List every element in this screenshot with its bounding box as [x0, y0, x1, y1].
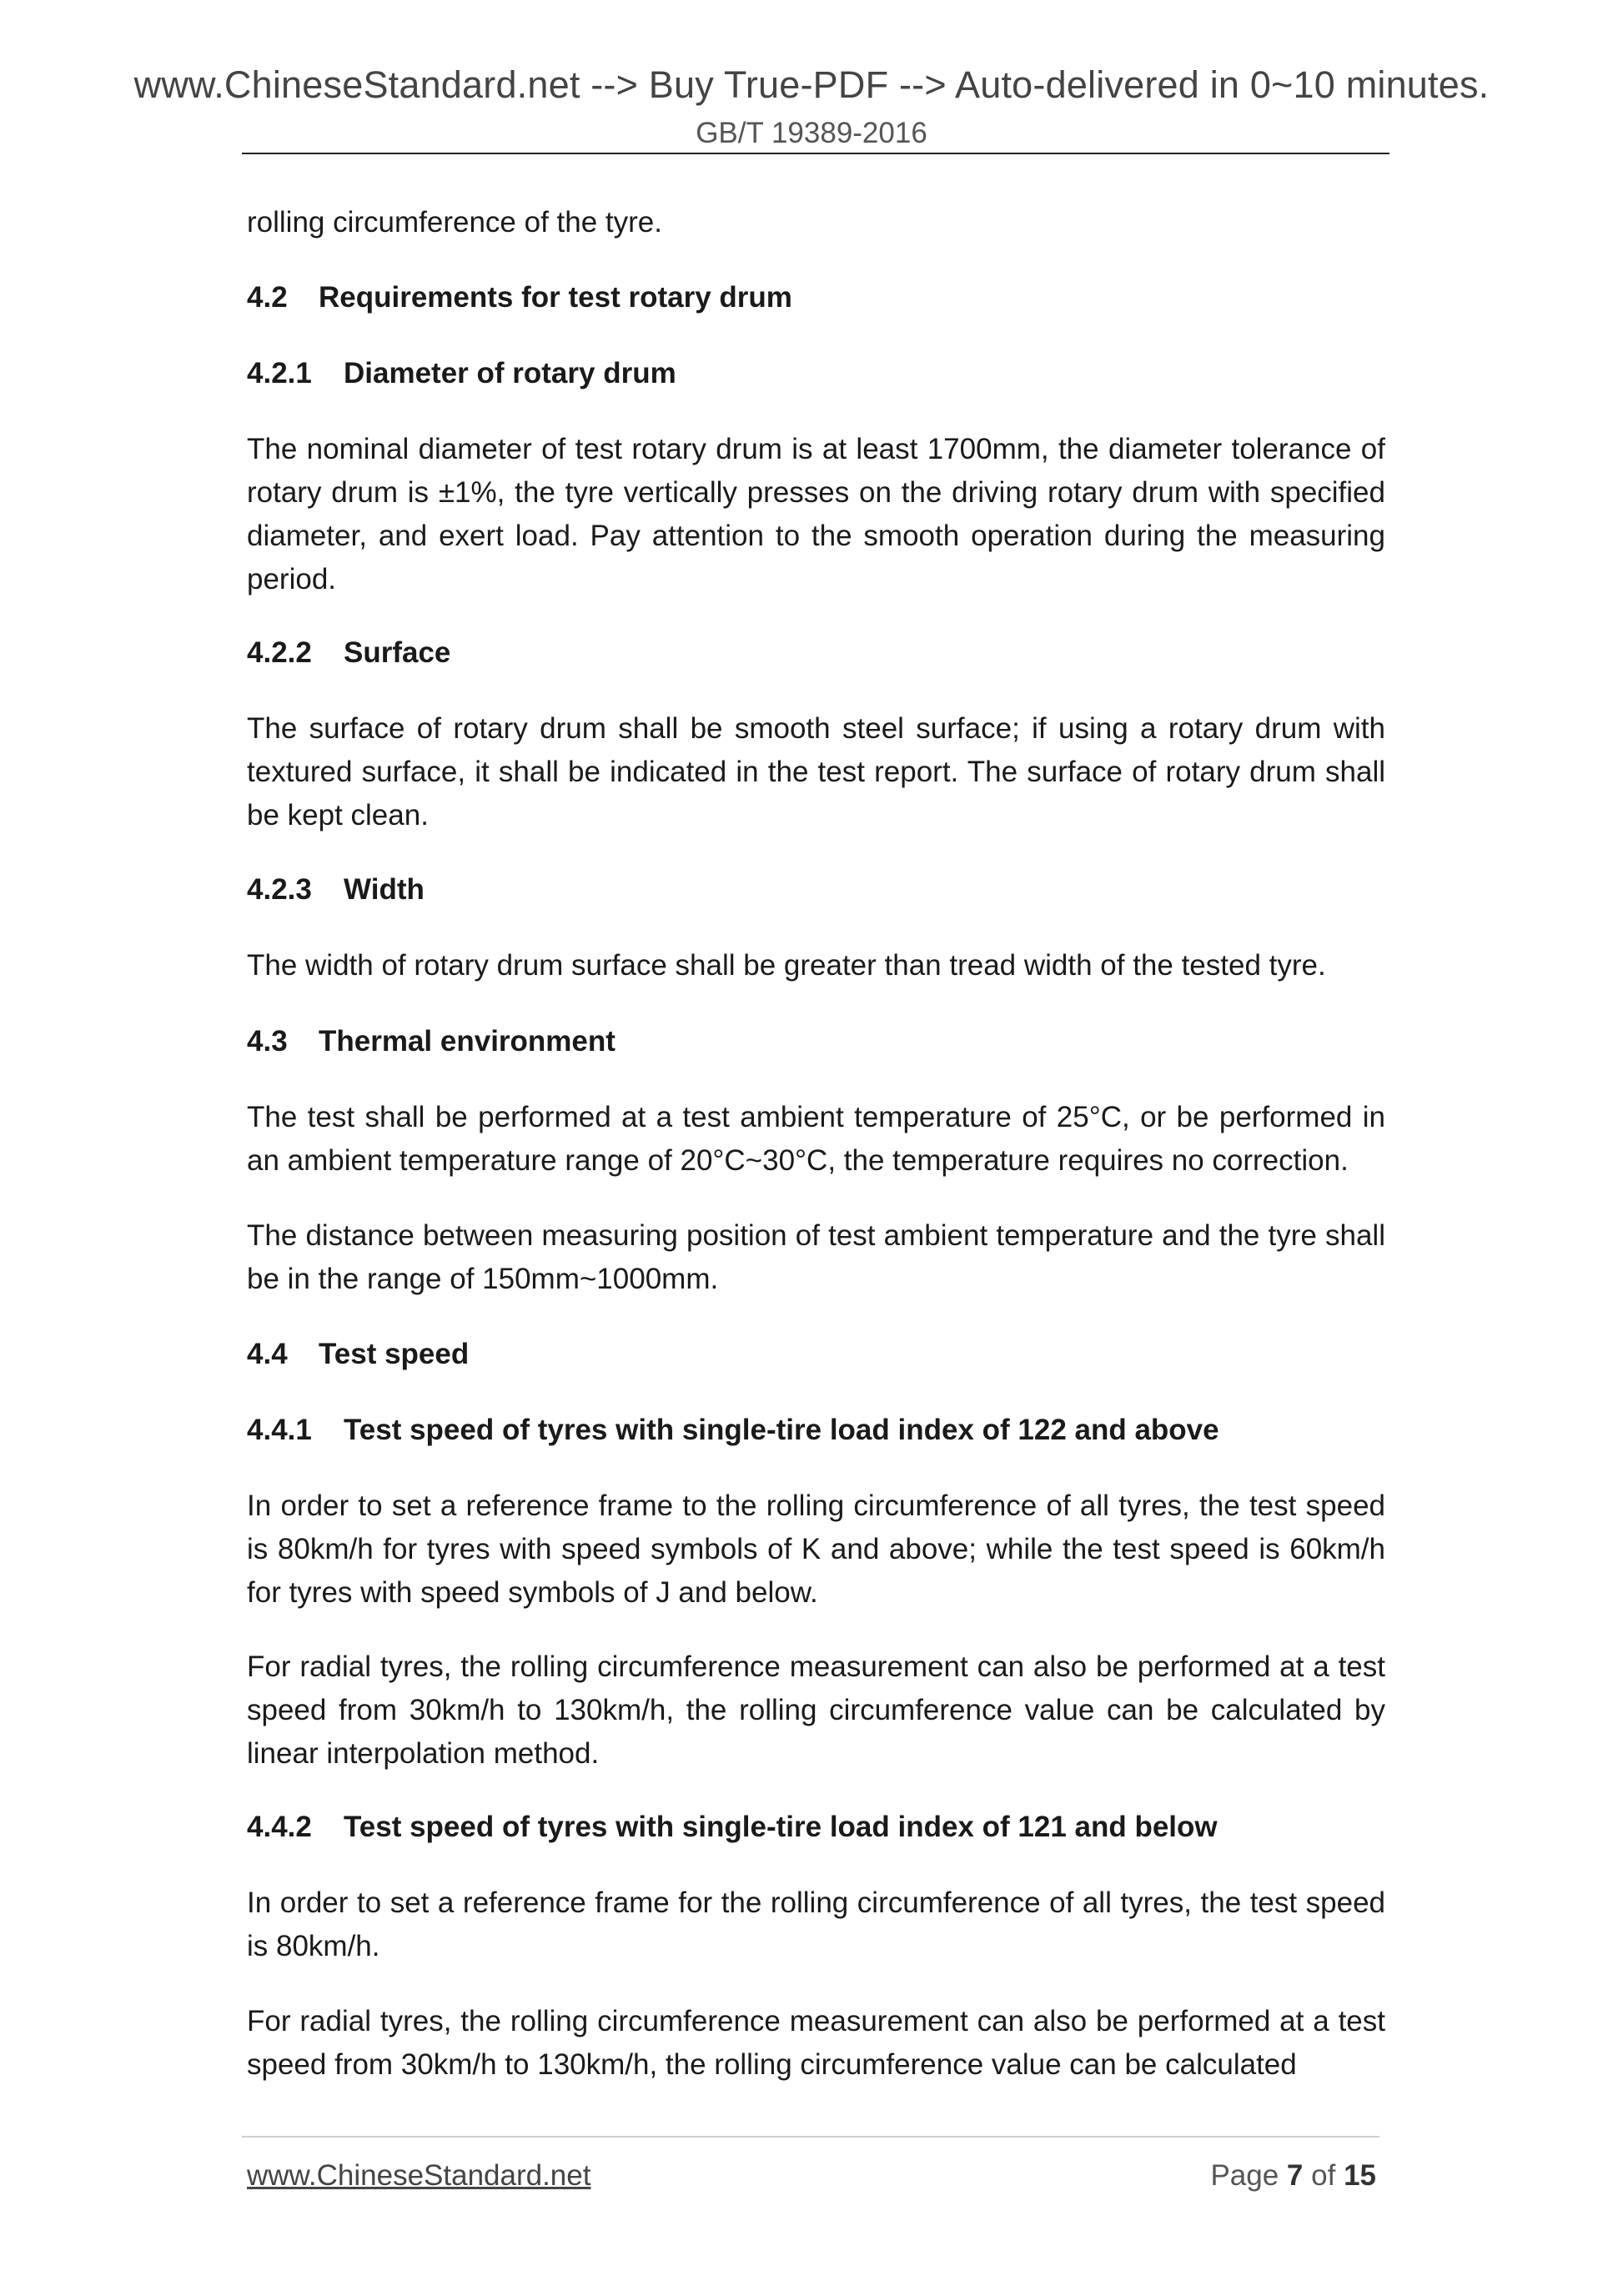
section-number: 4.3	[247, 1025, 288, 1058]
paragraph-drum-diameter: The nominal diameter of test rotary drum is at least 1700mm, the diameter tolerance of rotary drum is ±1%, the tyre vertically presses on the driving rotary drum with specified diameter, and exert load. Pay attention to the smooth operation during the measuring period.	[247, 433, 1385, 595]
section-heading-4-2	[247, 276, 1385, 319]
page-prefix: Page	[1210, 2159, 1279, 2192]
section-number: 4.4.2	[247, 1811, 312, 1843]
page-total: 15	[1344, 2159, 1376, 2192]
paragraph-measuring-distance: The distance between measuring position of test ambient temperature and the tyre shall be in the range of 150mm~1000mm.	[247, 1219, 1385, 1295]
paragraph-test-speed-121: In order to set a reference frame for the rolling circumference of all tyres, the test speed is 80km/h.	[247, 1887, 1385, 1962]
page-current: 7	[1286, 2159, 1304, 2192]
section-title: Surface	[344, 636, 451, 669]
section-title: Diameter of rotary drum	[344, 357, 676, 389]
paragraph-radial-interpolation: For radial tyres, the rolling circumference measurement can also be performed at a test speed from 30km/h to 130km/h, the rolling circumference value can be calculated by linear interpolation method.	[247, 1650, 1385, 1770]
page-of: of	[1311, 2159, 1336, 2192]
section-number: 4.4	[247, 1338, 288, 1370]
standard-code: GB/T 19389-2016	[696, 117, 927, 149]
section-heading-4-3	[247, 1020, 1385, 1063]
section-heading-4-2-2	[247, 631, 1385, 675]
paragraph-drum-width: The width of rotary drum surface shall be greater than tread width of the tested tyre.	[247, 949, 1326, 982]
section-heading-4-4-1	[247, 1409, 1385, 1452]
section-title: Requirements for test rotary drum	[319, 281, 792, 314]
section-title: Width	[344, 873, 425, 906]
section-number: 4.4.1	[247, 1414, 312, 1446]
paragraph-drum-surface: The surface of rotary drum shall be smooth steel surface; if using a rotary drum with textured surface, it shall be indicated in the test report. The surface of rotary drum shall be kept clean.	[247, 712, 1385, 831]
site-banner: www.ChineseStandard.net --> Buy True-PDF --> Auto-delivered in 0~10 minutes.	[133, 63, 1490, 106]
section-number: 4.2.3	[247, 873, 312, 906]
section-title: Test speed	[319, 1338, 470, 1370]
section-heading-4-2-3	[247, 868, 1385, 912]
footer-site-link[interactable]: www.ChineseStandard.net	[247, 2159, 591, 2192]
page-number	[1210, 2159, 1376, 2193]
section-number: 4.2	[247, 281, 288, 314]
section-title: Test speed of tyres with single-tire load index of 122 and above	[344, 1414, 1219, 1446]
section-title: Thermal environment	[319, 1025, 616, 1058]
section-number: 4.2.2	[247, 636, 312, 669]
section-heading-4-4	[247, 1333, 1385, 1376]
paragraph-continued: rolling circumference of the tyre.	[247, 206, 662, 239]
section-title: Test speed of tyres with single-tire load index of 121 and below	[344, 1811, 1218, 1843]
paragraph-ambient-temperature: The test shall be performed at a test ambient temperature of 25°C, or be performed in an ambient temperature range of 20°C~30°C, the temperature requires no correction.	[247, 1101, 1385, 1177]
paragraph-radial-interpolation-continued: For radial tyres, the rolling circumference measurement can also be performed at a test speed from 30km/h to 130km/h, the rolling circumference value can be calculated	[247, 2005, 1385, 2081]
section-heading-4-4-2	[247, 1806, 1385, 1849]
section-heading-4-2-1	[247, 352, 1385, 395]
paragraph-test-speed-122: In order to set a reference frame to the rolling circumference of all tyres, the test speed is 80km/h for tyres with speed symbols of K and above; while the test speed is 60km/h for tyres with speed symbols of J and below.	[247, 1490, 1385, 1609]
header-divider	[242, 153, 1389, 154]
footer-divider	[242, 2136, 1379, 2138]
section-number: 4.2.1	[247, 357, 312, 389]
